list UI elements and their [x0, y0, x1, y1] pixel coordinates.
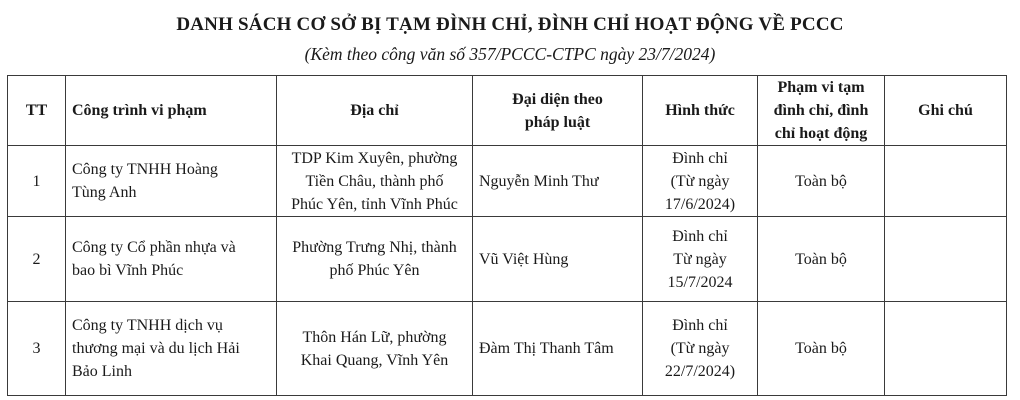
cell-hinh-thuc — [643, 146, 758, 217]
cell-line: Bảo Linh — [72, 363, 132, 380]
cell-hinh-thuc — [643, 302, 758, 396]
cell-line: 15/7/2024 — [667, 273, 733, 291]
cell-line: phố Phúc Yên — [329, 262, 420, 279]
cell-ghi-chu — [885, 302, 1007, 396]
cell-line: Đình chỉ — [672, 317, 728, 334]
cell-dia-chi — [277, 146, 473, 217]
header-pham-vi-line: đình chỉ, đình — [773, 102, 869, 119]
cell-line: (Từ ngày — [670, 172, 730, 190]
header-pham-vi-line: Phạm vi tạm — [777, 79, 865, 96]
cell-pham-vi: Toàn bộ — [758, 217, 885, 302]
header-pham-vi-line: chỉ hoạt động — [774, 125, 868, 142]
header-dai-dien — [473, 76, 643, 146]
header-dai-dien-line: pháp luật — [524, 113, 591, 131]
table-row — [8, 217, 1007, 302]
cell-tt: 3 — [8, 302, 66, 396]
cell-line: 22/7/2024) — [664, 363, 736, 380]
violation-table — [7, 75, 1007, 396]
table-header-row — [8, 76, 1007, 146]
cell-line: Công ty Cổ phần nhựa và — [72, 239, 236, 256]
cell-pham-vi: Toàn bộ — [758, 302, 885, 396]
cell-line: Thôn Hán Lữ, phường — [302, 328, 447, 346]
cell-line: (Từ ngày — [670, 340, 730, 357]
cell-line: Công ty TNHH dịch vụ — [72, 317, 223, 334]
table-row — [8, 302, 1007, 396]
cell-line: Tiền Châu, thành phố — [305, 172, 444, 190]
cell-dai-dien: Đàm Thị Thanh Tâm — [473, 302, 643, 396]
header-tt: TT — [8, 76, 66, 146]
cell-line: Tùng Anh — [72, 184, 137, 201]
cell-line: thương mại và du lịch Hải — [72, 340, 240, 357]
cell-dai-dien: Vũ Việt Hùng — [473, 217, 643, 302]
cell-cong-trinh — [66, 217, 277, 302]
cell-line: Đình chỉ — [672, 227, 728, 245]
cell-line: Khai Quang, Vĩnh Yên — [300, 351, 449, 369]
cell-line: TDP Kim Xuyên, phường — [291, 149, 458, 167]
document-title: DANH SÁCH CƠ SỞ BỊ TẠM ĐÌNH CHỈ, ĐÌNH CHỈ HOẠT ĐỘNG VỀ PCCC — [176, 14, 844, 35]
cell-line: Phúc Yên, tỉnh Vĩnh Phúc — [291, 195, 458, 213]
cell-cong-trinh — [66, 146, 277, 217]
cell-hinh-thuc — [643, 217, 758, 302]
cell-line: Đình chỉ — [672, 149, 728, 167]
header-dia-chi: Địa chỉ — [277, 76, 473, 146]
cell-ghi-chu — [885, 146, 1007, 217]
cell-dai-dien: Nguyễn Minh Thư — [473, 146, 643, 217]
cell-ghi-chu — [885, 217, 1007, 302]
cell-tt: 2 — [8, 217, 66, 302]
header-dai-dien-line: Đại diện theo — [512, 90, 603, 108]
header-cong-trinh: Công trình vi phạm — [66, 76, 277, 146]
document-subtitle: (Kèm theo công văn số 357/PCCC-CTPC ngày 23/7/2024) — [304, 44, 716, 64]
header-hinh-thuc: Hình thức — [643, 76, 758, 146]
cell-line: Công ty TNHH Hoàng — [72, 161, 218, 178]
cell-tt: 1 — [8, 146, 66, 217]
header-ghi-chu: Ghi chú — [885, 76, 1007, 146]
cell-line: 17/6/2024) — [664, 195, 736, 213]
cell-line: Từ ngày — [673, 250, 727, 268]
cell-dia-chi — [277, 217, 473, 302]
cell-line: bao bì Vĩnh Phúc — [72, 262, 184, 279]
cell-cong-trinh — [66, 302, 277, 396]
cell-line: Phường Trưng Nhị, thành — [292, 239, 457, 256]
cell-dia-chi — [277, 302, 473, 396]
table-row — [8, 146, 1007, 217]
header-pham-vi — [758, 76, 885, 146]
cell-pham-vi: Toàn bộ — [758, 146, 885, 217]
